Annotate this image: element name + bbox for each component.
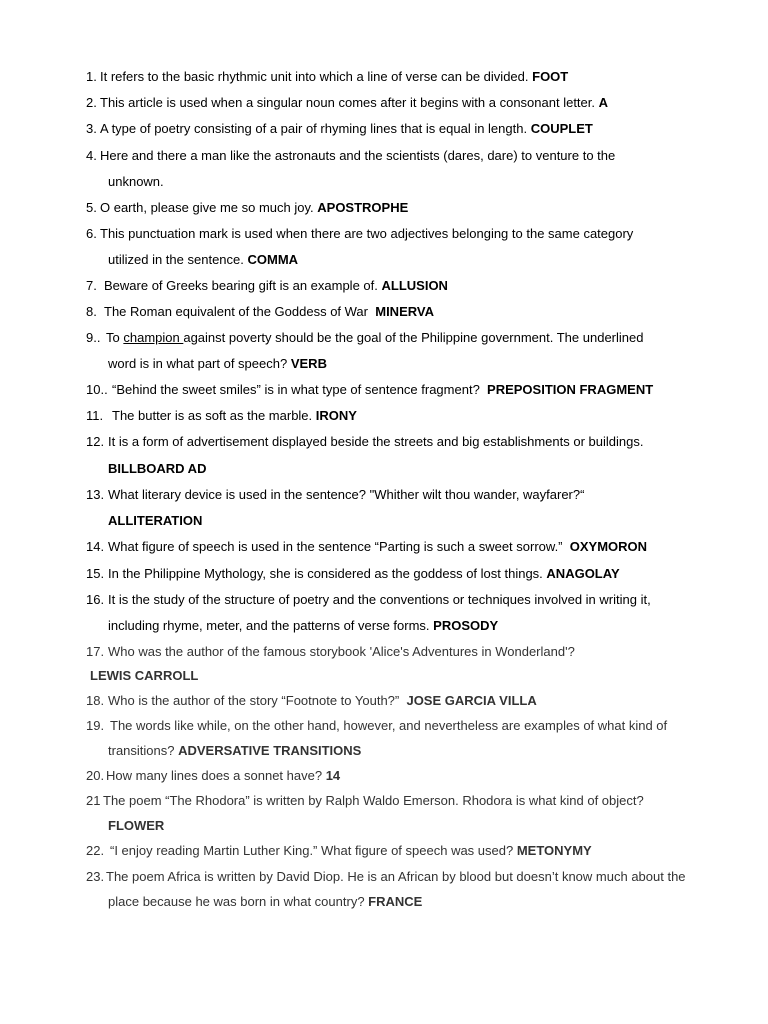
answer: MINERVA <box>375 304 434 319</box>
question-text: place because he was born in what country? FRANCE <box>108 894 423 909</box>
answer: PREPOSITION FRAGMENT <box>487 382 654 397</box>
answer: COMMA <box>247 252 299 267</box>
question-text: “Behind the sweet smiles” is in what type of sentence fragment? PREPOSITION FRAGMENT <box>112 382 654 397</box>
answer: FLOWER <box>108 818 165 833</box>
question-number: 1. <box>86 69 97 84</box>
question-text: including rhyme, meter, and the patterns of verse forms. PROSODY <box>108 618 499 633</box>
question-text: Here and there a man like the astronauts and the scientists (dares, dare) to venture to the <box>100 148 616 163</box>
question-number: 15. <box>86 566 105 581</box>
question-text: utilized in the sentence. COMMA <box>108 252 299 267</box>
question-text: It is the study of the structure of poetry and the conventions or techniques involved in writing it, <box>108 592 651 607</box>
question-number: 14. <box>86 539 105 554</box>
question-number: 13. <box>86 487 105 502</box>
question-text: unknown. <box>108 174 164 189</box>
question-number: 22. <box>86 843 105 858</box>
question-text: What figure of speech is used in the sentence “Parting is such a sweet sorrow.” OXYMORON <box>108 539 648 554</box>
answer: FRANCE <box>368 894 423 909</box>
question-text: O earth, please give me so much joy. APOSTROPHE <box>100 200 409 215</box>
answer: IRONY <box>315 408 357 423</box>
question-number: 20. <box>86 768 105 783</box>
question-number: 12. <box>86 434 105 449</box>
question-text: The Roman equivalent of the Goddess of War MINERVA <box>104 304 434 319</box>
answer: COUPLET <box>530 121 593 136</box>
question-number: 9.. <box>86 330 101 345</box>
question-text: transitions? ADVERSATIVE TRANSITIONS <box>108 743 362 758</box>
underlined-word: champion <box>123 330 184 345</box>
answer: LEWIS CARROLL <box>90 668 199 683</box>
question-text: Who is the author of the story “Footnote to Youth?” JOSE GARCIA VILLA <box>108 693 537 708</box>
question-text: It is a form of advertisement displayed beside the streets and big establishments or buildings. <box>108 434 644 449</box>
question-text: The butter is as soft as the marble. IRONY <box>112 408 357 423</box>
answer: VERB <box>290 356 327 371</box>
answer: ANAGOLAY <box>546 566 620 581</box>
question-text: Beware of Greeks bearing gift is an example of. ALLUSION <box>104 278 448 293</box>
question-text: How many lines does a sonnet have? 14 <box>106 768 341 783</box>
question-text: The words like while, on the other hand, however, and nevertheless are examples of what kind of <box>110 718 668 733</box>
question-text: This article is used when a singular noun comes after it begins with a consonant letter. A <box>100 95 609 110</box>
question-number: 23. <box>86 869 105 884</box>
question-text: To champion against poverty should be the goal of the Philippine government. The underlined <box>106 330 644 345</box>
question-number: 2. <box>86 95 97 110</box>
question-number: 5. <box>86 200 97 215</box>
question-text: A type of poetry consisting of a pair of rhyming lines that is equal in length. COUPLET <box>100 121 593 136</box>
question-text: “I enjoy reading Martin Luther King.” What figure of speech was used? METONYMY <box>110 843 592 858</box>
answer: METONYMY <box>516 843 592 858</box>
question-number: 18. <box>86 693 105 708</box>
question-number: 8. <box>86 304 97 319</box>
answer: PROSODY <box>433 618 499 633</box>
question-text: word is in what part of speech? VERB <box>108 356 327 371</box>
question-text: It refers to the basic rhythmic unit into which a line of verse can be divided. FOOT <box>100 69 569 84</box>
answer: JOSE GARCIA VILLA <box>406 693 537 708</box>
question-number: 7. <box>86 278 97 293</box>
answer: BILLBOARD AD <box>108 461 207 476</box>
question-number: 17. <box>86 644 105 659</box>
question-number: 10.. <box>86 382 108 397</box>
answer: FOOT <box>532 69 569 84</box>
answer: OXYMORON <box>569 539 648 554</box>
answer: A <box>598 95 609 110</box>
question-text: In the Philippine Mythology, she is considered as the goddess of lost things. ANAGOLAY <box>108 566 620 581</box>
answer: ADVERSATIVE TRANSITIONS <box>178 743 362 758</box>
question-text: The poem Africa is written by David Diop. He is an African by blood but doesn’t know much about the <box>106 869 686 884</box>
question-number: 6. <box>86 226 97 241</box>
question-number: 11. <box>86 408 104 423</box>
answer: ALLUSION <box>381 278 448 293</box>
question-text: What literary device is used in the sentence? "Whither wilt thou wander, wayfarer?“ <box>108 487 585 502</box>
question-number: 3. <box>86 121 97 136</box>
answer: 14 <box>325 768 341 783</box>
question-text: This punctuation mark is used when there are two adjectives belonging to the same category <box>100 226 634 241</box>
question-number: 16. <box>86 592 105 607</box>
answer: ALLITERATION <box>108 513 203 528</box>
question-text: Who was the author of the famous storybook 'Alice's Adventures in Wonderland'? <box>108 644 575 659</box>
question-text: The poem “The Rhodora” is written by Ralph Waldo Emerson. Rhodora is what kind of object? <box>103 793 644 808</box>
question-number: 19. <box>86 718 105 733</box>
question-number: 4. <box>86 148 97 163</box>
answer: APOSTROPHE <box>317 200 409 215</box>
question-number: 21 <box>86 793 101 808</box>
